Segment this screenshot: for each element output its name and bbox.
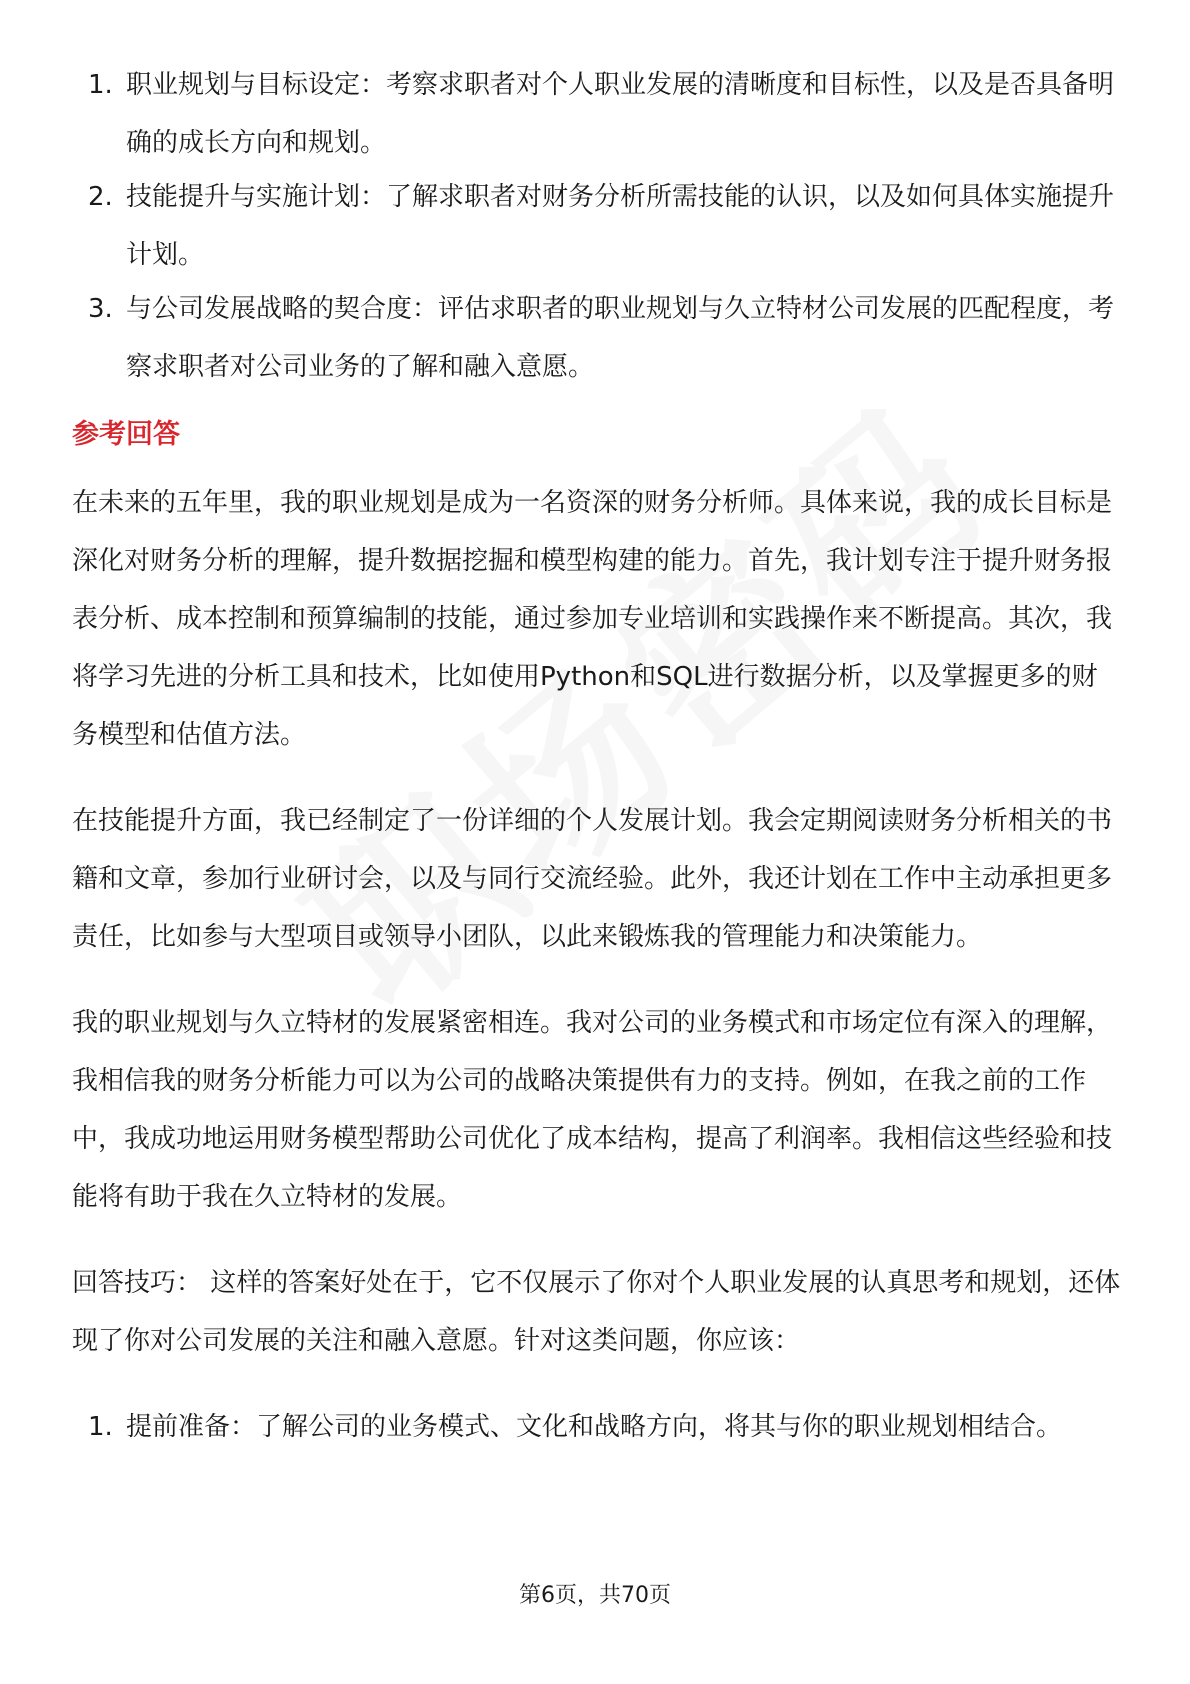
paragraph: 我的职业规划与久立特材的发展紧密相连。我对公司的业务模式和市场定位有深入的理解，我相信我的财务分析能力可以为公司的战略决策提供有力的支持。例如，在我之前的工作中，我成功地运用财务模型帮助公司优化了成本结构，提高了利润率。我相信这些经验和技能将有助于我在久立特材的发展。 bbox=[72, 1008, 1113, 1212]
paragraph: 在技能提升方面，我已经制定了一份详细的个人发展计划。我会定期阅读财务分析相关的书籍和文章，参加行业研讨会，以及与同行交流经验。此外，我还计划在工作中主动承担更多责任，比如参与大型项目或领导小团队，以此来锻炼我的管理能力和决策能力。 bbox=[72, 806, 1113, 952]
list-item bbox=[72, 1398, 1122, 1456]
page-content bbox=[72, 56, 1122, 1456]
list-text: 提前准备：了解公司的业务模式、文化和战略方向，将其与你的职业规划相结合。 bbox=[126, 1412, 1063, 1442]
paragraph: 在未来的五年里，我的职业规划是成为一名资深的财务分析师。具体来说，我的成长目标是深化对财务分析的理解，提升数据挖掘和模型构建的能力。首先，我计划专注于提升财务报表分析、成本控制和预算编制的技能，通过参加专业培训和实践操作来不断提高。其次，我将学习先进的分析工具和技术，比如使用Python和SQL进行数据分析，以及掌握更多的财务模型和估值方法。 bbox=[72, 488, 1113, 750]
list-text: 职业规划与目标设定：考察求职者对个人职业发展的清晰度和目标性，以及是否具备明确的成长方向和规划。 bbox=[126, 70, 1115, 158]
paragraph: 回答技巧： 这样的答案好处在于，它不仅展示了你对个人职业发展的认真思考和规划，还体现了你对公司发展的关注和融入意愿。针对这类问题，你应该： bbox=[72, 1268, 1121, 1356]
list-item bbox=[72, 56, 1122, 172]
list-item bbox=[72, 280, 1122, 396]
list-item bbox=[72, 168, 1122, 284]
list-number: 1. bbox=[88, 70, 113, 100]
list-number: 2. bbox=[88, 182, 113, 212]
page-footer: 第6页，共70页 bbox=[519, 1583, 671, 1608]
list-number: 1. bbox=[88, 1412, 113, 1442]
list-text: 技能提升与实施计划：了解求职者对财务分析所需技能的认识，以及如何具体实施提升计划。 bbox=[126, 182, 1115, 270]
list-text: 与公司发展战略的契合度：评估求职者的职业规划与久立特材公司发展的匹配程度，考察求职者对公司业务的了解和融入意愿。 bbox=[126, 294, 1115, 382]
list-number: 3. bbox=[88, 294, 113, 324]
criteria-list bbox=[72, 56, 1122, 396]
tips-list bbox=[72, 1398, 1122, 1456]
section-title: 参考回答 bbox=[72, 419, 180, 450]
